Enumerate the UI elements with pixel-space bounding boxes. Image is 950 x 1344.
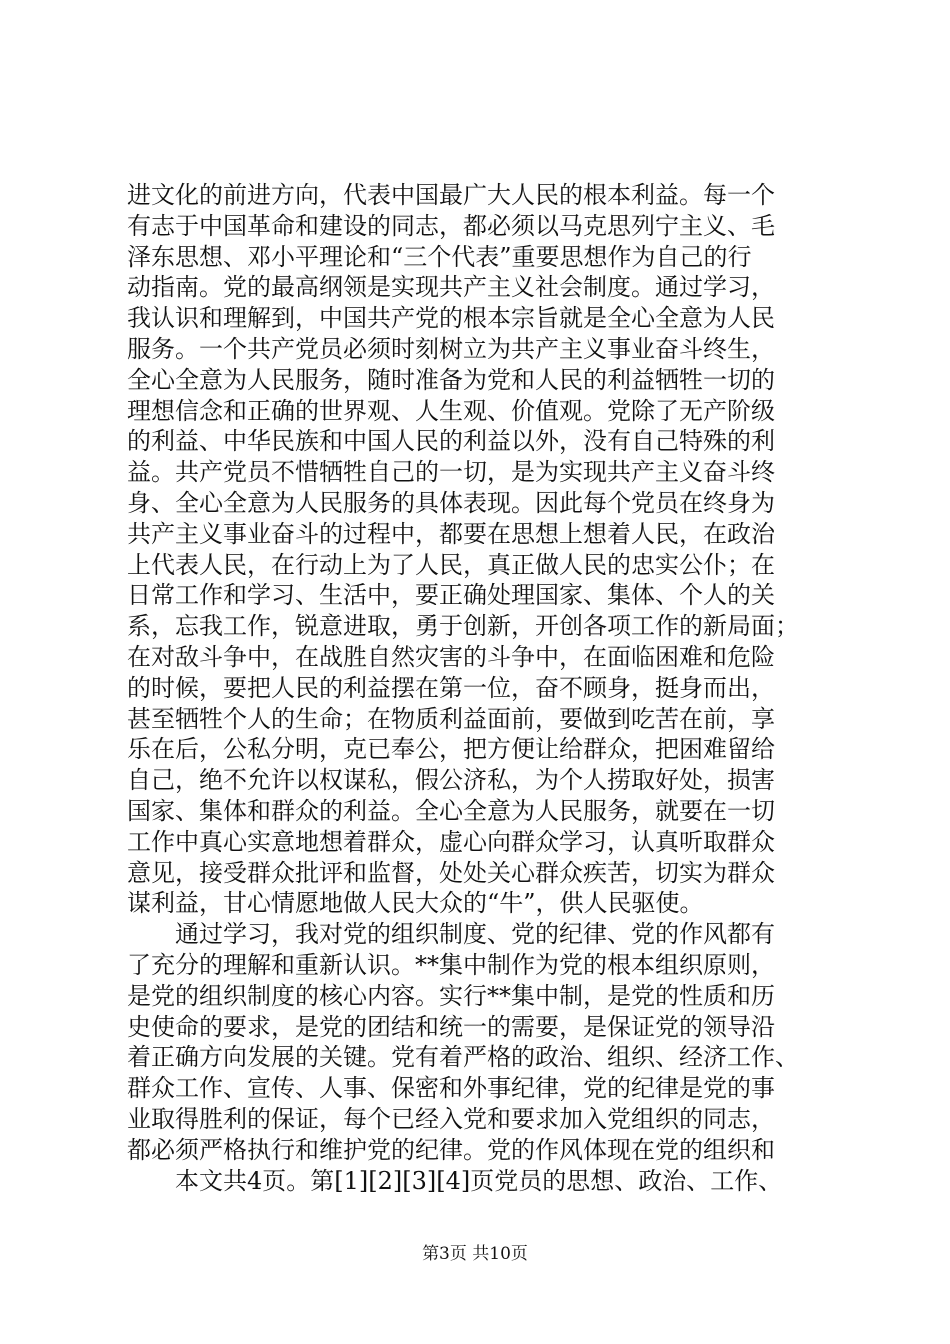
paragraph-start-line: 通过学习，我对党的组织制度、党的纪律、党的作风都有	[175, 920, 775, 949]
text-line: 泽东思想、邓小平理论和“三个代表”重要思想作为自己的行	[127, 242, 752, 271]
text-line: 日常工作和学习、生活中，要正确处理国家、集体、个人的关	[127, 581, 775, 610]
text-line: 服务。一个共产党员必须时刻树立为共产主义事业奋斗终生，	[127, 334, 775, 363]
text-line: 史使命的要求，是党的团结和统一的需要，是保证党的领导沿	[127, 1012, 775, 1041]
text-line: 上代表人民，在行动上为了人民，真正做人民的忠实公仆；在	[127, 550, 775, 579]
page-navigation-line: 本文共4页。第[1][2][3][4]页党员的思想、政治、工作、	[175, 1166, 783, 1195]
text-line: 益。共产党员不惜牺牲自己的一切，是为实现共产主义奋斗终	[127, 458, 775, 487]
text-line: 我认识和理解到，中国共产党的根本宗旨就是全心全意为人民	[127, 304, 775, 333]
text-line: 的时候，要把人民的利益摆在第一位，奋不顾身，挺身而出，	[127, 673, 775, 702]
text-line: 是党的组织制度的核心内容。实行**集中制，是党的性质和历	[127, 981, 775, 1010]
text-line: 了充分的理解和重新认识。**集中制作为党的根本组织原则，	[127, 950, 775, 979]
text-line: 动指南。党的最高纲领是实现共产主义社会制度。通过学习，	[127, 273, 775, 302]
text-line: 自己，绝不允许以权谋私，假公济私，为个人捞取好处，损害	[127, 766, 775, 795]
text-line: 的利益、中华民族和中国人民的利益以外，没有自己特殊的利	[127, 427, 775, 456]
page-number-footer: 第3页 共10页	[422, 1244, 528, 1264]
text-line: 群众工作、宣传、人事、保密和外事纪律，党的纪律是党的事	[127, 1074, 775, 1103]
text-line: 国家、集体和群众的利益。全心全意为人民服务，就要在一切	[127, 796, 775, 825]
text-line: 全心全意为人民服务，随时准备为党和人民的利益牺牲一切的	[127, 365, 775, 394]
text-line: 系，忘我工作，锐意进取，勇于创新，开创各项工作的新局面；	[127, 612, 799, 641]
text-line: 理想信念和正确的世界观、人生观、价值观。党除了无产阶级	[127, 396, 775, 425]
text-line: 意见，接受群众批评和监督，处处关心群众疾苦，切实为群众	[127, 858, 775, 887]
text-line: 都必须严格执行和维护党的纪律。党的作风体现在党的组织和	[127, 1135, 775, 1164]
text-line: 工作中真心实意地想着群众，虚心向群众学习，认真听取群众	[127, 827, 775, 856]
text-line: 共产主义事业奋斗的过程中，都要在思想上想着人民，在政治	[127, 519, 775, 548]
text-line: 谋利益，甘心情愿地做人民大众的“牛”，供人民驱使。	[127, 889, 704, 918]
text-line: 业取得胜利的保证，每个已经入党和要求加入党组织的同志，	[127, 1104, 775, 1133]
text-line: 有志于中国革命和建设的同志，都必须以马克思列宁主义、毛	[127, 211, 775, 240]
text-line: 着正确方向发展的关键。党有着严格的政治、组织、经济工作、	[127, 1043, 799, 1072]
body-text	[127, 180, 842, 1196]
text-line: 乐在后，公私分明，克已奉公，把方便让给群众，把困难留给	[127, 735, 775, 764]
text-line: 在对敌斗争中，在战胜自然灾害的斗争中，在面临困难和危险	[127, 642, 775, 671]
text-line: 身、全心全意为人民服务的具体表现。因此每个党员在终身为	[127, 488, 775, 517]
text-line: 甚至牺牲个人的生命；在物质利益面前，要做到吃苦在前，享	[127, 704, 775, 733]
text-line: 进文化的前进方向，代表中国最广大人民的根本利益。每一个	[127, 181, 775, 209]
